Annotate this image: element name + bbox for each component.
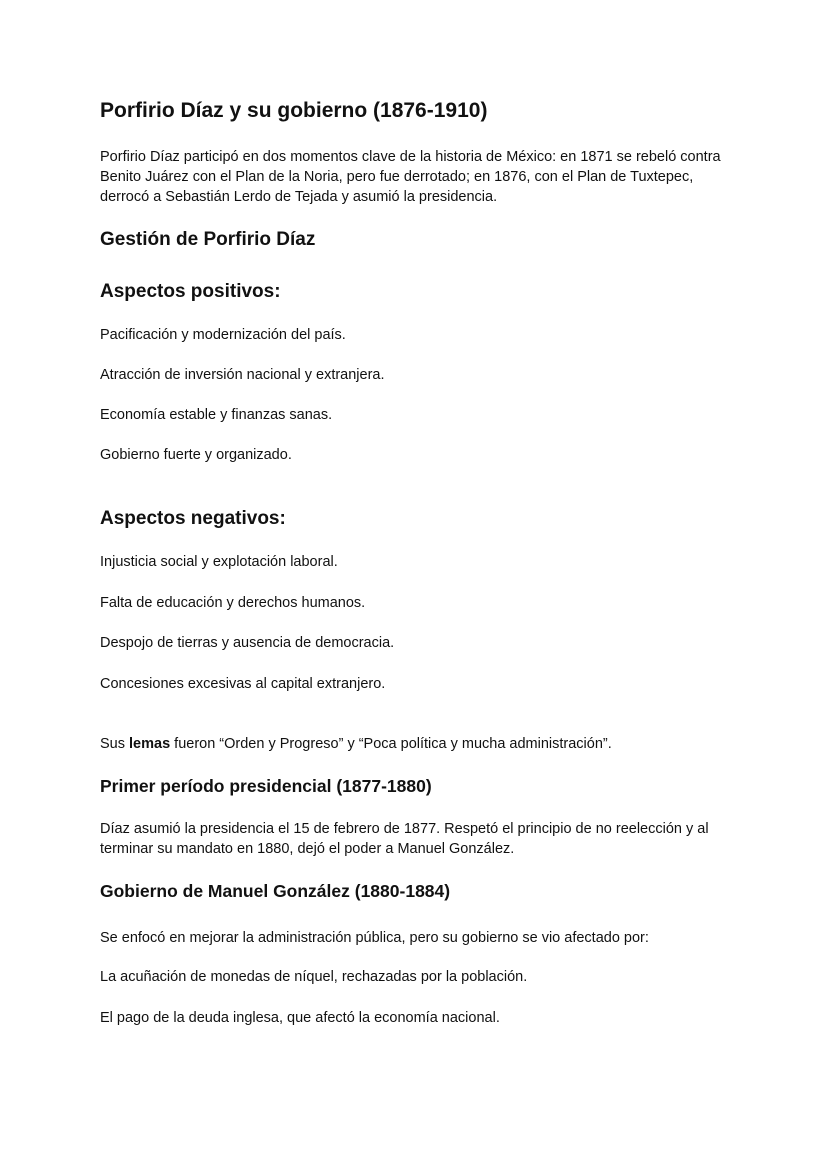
gestion-heading: Gestión de Porfirio Díaz xyxy=(100,229,316,250)
negative-item: Concesiones excesivas al capital extranjero. xyxy=(100,676,386,692)
negative-item: Injusticia social y explotación laboral. xyxy=(100,554,338,570)
positive-item: Atracción de inversión nacional y extranjera. xyxy=(100,367,385,383)
lemas-bold: lemas xyxy=(129,736,171,752)
gonzalez-paragraph: Se enfocó en mejorar la administración pública, pero su gobierno se vio afectado por: xyxy=(100,930,649,946)
primer-heading: Primer período presidencial (1877-1880) xyxy=(100,776,432,796)
lemas-pre: Sus xyxy=(100,736,130,752)
positive-item: Gobierno fuerte y organizado. xyxy=(100,447,292,463)
intro-paragraph: Porfirio Díaz participó en dos momentos clave de la historia de México: en 1871 se rebeló contra Benito Juárez con el Plan de la Noria, pero fue derrotado; en 1876, con el Plan de Tuxtepec, derrocó a Sebastián Lerdo de Tejada y asumió la presidencia. xyxy=(100,149,721,205)
negative-item: Falta de educación y derechos humanos. xyxy=(100,595,366,611)
positive-item: Economía estable y finanzas sanas. xyxy=(100,407,333,423)
positive-item: Pacificación y modernización del país. xyxy=(100,327,346,343)
negative-item: Despojo de tierras y ausencia de democracia. xyxy=(100,635,395,651)
primer-paragraph: Díaz asumió la presidencia el 15 de febrero de 1877. Respetó el principio de no reelección y al terminar su mandato en 1880, dejó el poder a Manuel González. xyxy=(100,821,709,857)
page-title: Porfirio Díaz y su gobierno (1876-1910) xyxy=(100,99,488,122)
gonzalez-item: El pago de la deuda inglesa, que afectó la economía nacional. xyxy=(100,1010,500,1026)
lemas-paragraph xyxy=(100,734,740,754)
positivos-heading: Aspectos positivos: xyxy=(100,281,281,302)
gonzalez-item: La acuñación de monedas de níquel, rechazadas por la población. xyxy=(100,969,528,985)
gonzalez-heading: Gobierno de Manuel González (1880-1884) xyxy=(100,881,451,901)
lemas-post: fueron “Orden y Progreso” y “Poca política y mucha administración”. xyxy=(170,736,612,752)
negativos-heading: Aspectos negativos: xyxy=(100,508,286,529)
